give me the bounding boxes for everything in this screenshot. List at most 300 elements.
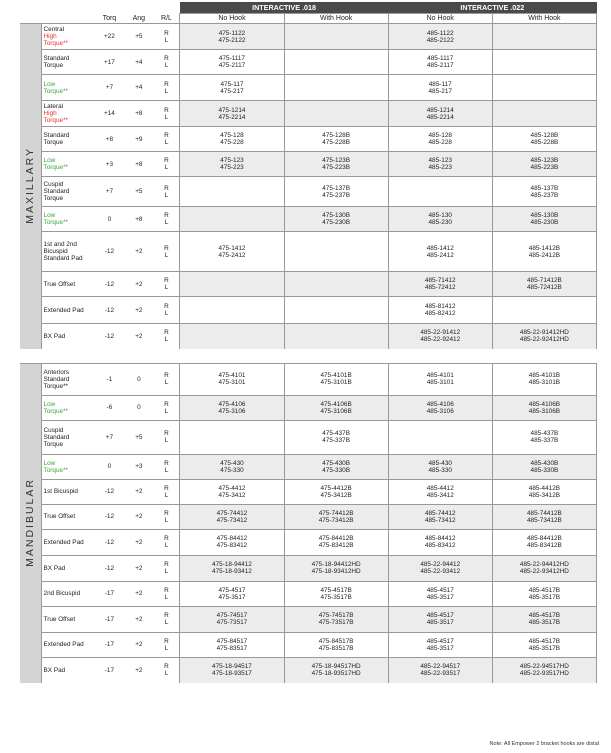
part-number: 485-123 (428, 157, 452, 164)
tooth-type-cell (41, 127, 95, 152)
angulation-value: +2 (124, 504, 153, 529)
torque-value: -12 (95, 504, 124, 529)
side-rl-value: L (164, 644, 169, 652)
part-number-cell (492, 101, 596, 127)
torque-value: +22 (95, 24, 124, 50)
table-row (20, 207, 597, 232)
tooth-type-line: Standard (43, 132, 70, 139)
part-number: 475-73517B (318, 619, 354, 626)
side-rl-value: L (164, 542, 169, 549)
tooth-type-cell (41, 232, 95, 272)
part-number-cell (492, 207, 596, 232)
part-number: 475-228 (220, 139, 244, 146)
tooth-type-line: Extended Pad (43, 306, 84, 314)
part-number-cell (492, 454, 596, 479)
part-number-cell (492, 50, 596, 75)
part-number: 485-437B (530, 430, 559, 437)
tooth-type-cell (41, 555, 95, 581)
col-header-022-with-hook: With Hook (492, 14, 596, 24)
part-number-cell (180, 395, 284, 420)
part-number: 475-3517 (218, 593, 246, 601)
part-number: 475-123B (322, 157, 350, 164)
part-number: 475-74517B (318, 612, 354, 619)
tooth-type-line: Standard Pad (43, 255, 83, 262)
angulation-value: +3 (124, 454, 153, 479)
part-number: 475-83517 (216, 644, 248, 652)
tooth-type-line: Torque** (43, 117, 69, 124)
side-rl-cell (154, 657, 180, 683)
part-number: 475-74412B (318, 509, 354, 517)
part-number: 475-123 (220, 157, 244, 164)
side-rl-value: R (164, 400, 169, 408)
part-number: 475-437B (322, 430, 350, 437)
part-number-cell (388, 272, 492, 297)
part-number-cell (180, 152, 284, 177)
tooth-type-cell (41, 207, 95, 232)
tooth-type-line: Low (43, 459, 56, 467)
part-number: 485-3106 (426, 407, 454, 415)
part-number: 475-74517 (216, 612, 248, 619)
table-row (20, 363, 597, 395)
part-number-cell (284, 581, 388, 606)
side-rl-value: R (164, 329, 169, 337)
part-number: 485-73412 (424, 516, 456, 524)
side-rl-value: R (164, 430, 169, 437)
part-number-cell (388, 395, 492, 420)
part-number: 485-3412 (426, 491, 454, 499)
side-rl-value: L (164, 407, 169, 415)
angulation-value: +2 (124, 297, 153, 324)
side-rl-value: L (164, 139, 169, 146)
torque-value: -6 (95, 395, 124, 420)
side-rl-cell (154, 24, 180, 50)
tooth-type-cell (41, 479, 95, 504)
part-number: 485-430B (530, 459, 559, 467)
tooth-type-cell (41, 324, 95, 349)
side-rl-value: R (164, 535, 169, 542)
side-rl-value: R (164, 55, 169, 62)
side-rl-cell (154, 363, 180, 395)
tooth-type-line: Torque (43, 440, 64, 448)
torque-value: -12 (95, 297, 124, 324)
part-number: 485-117 (428, 80, 452, 88)
part-number: 485-223B (530, 164, 559, 171)
part-number-cell (284, 24, 388, 50)
side-rl-cell (154, 177, 180, 207)
tooth-type-line: Torque** (43, 407, 69, 415)
table-row (20, 24, 597, 50)
part-number-cell (180, 324, 284, 349)
side-rl-value: R (164, 29, 169, 37)
part-number: 485-128B (530, 132, 559, 139)
part-number: 475-18-94412HD (311, 561, 361, 568)
part-number: 485-3106B (528, 407, 561, 415)
part-number: 475-4106 (218, 400, 246, 408)
tooth-type-cell (41, 504, 95, 529)
angulation-value: +5 (124, 24, 153, 50)
part-number: 485-4517B (528, 586, 561, 594)
part-number-cell (388, 127, 492, 152)
side-rl-value: R (164, 372, 169, 379)
angulation-value: +9 (124, 127, 153, 152)
part-number: 485-4517 (426, 637, 454, 645)
part-number-cell (388, 152, 492, 177)
side-rl-value: L (164, 437, 169, 444)
part-number-cell (388, 657, 492, 683)
part-number: 485-73412B (526, 516, 562, 524)
tooth-type-cell (41, 50, 95, 75)
part-number-cell (180, 297, 284, 324)
side-rl-value: R (164, 663, 169, 671)
tooth-type-cell (41, 177, 95, 207)
part-number: 475-3106 (218, 407, 246, 415)
tooth-type-line: BX Pad (43, 564, 66, 572)
part-number-cell (180, 207, 284, 232)
group-header-022: INTERACTIVE .022 (388, 2, 596, 14)
torque-value: +8 (95, 127, 124, 152)
part-number-cell (492, 479, 596, 504)
part-number: 485-74412 (424, 509, 456, 517)
col-header-rl: R/L (161, 14, 172, 22)
torque-value: +3 (95, 152, 124, 177)
tooth-type-line: Standard (43, 188, 70, 195)
tooth-type-line: Central (43, 26, 65, 33)
angulation-value: +8 (124, 152, 153, 177)
part-number-cell (284, 606, 388, 632)
part-number: 475-230B (322, 219, 350, 226)
part-number: 485-22-94412HD (519, 561, 569, 568)
part-number-cell (388, 454, 492, 479)
torque-value: +7 (95, 177, 124, 207)
tooth-type-line: Torque** (43, 164, 69, 171)
part-number: 485-4101B (528, 372, 561, 379)
table-row (20, 529, 597, 555)
part-number-cell (388, 297, 492, 324)
part-number-cell (492, 127, 596, 152)
table-row (20, 101, 597, 127)
part-number-cell (180, 581, 284, 606)
part-number-cell (284, 177, 388, 207)
tooth-type-line: Torque (43, 195, 64, 202)
side-rl-cell (154, 127, 180, 152)
angulation-value: +2 (124, 272, 153, 297)
side-rl-value: R (164, 586, 169, 594)
part-number: 485-84412 (424, 535, 456, 542)
torque-value: +7 (95, 420, 124, 454)
angulation-value: +4 (124, 75, 153, 101)
part-number: 475-1412 (218, 244, 246, 252)
part-number: 475-3517B (320, 593, 352, 601)
side-rl-cell (154, 632, 180, 657)
tooth-type-line: Torque** (43, 466, 69, 474)
side-rl-value: L (164, 670, 169, 678)
tooth-type-cell (41, 395, 95, 420)
part-number-cell (388, 324, 492, 349)
angulation-value: 0 (124, 395, 153, 420)
torque-value: -12 (95, 529, 124, 555)
side-rl-cell (154, 324, 180, 349)
tooth-type-line: 1st and 2nd (43, 241, 77, 248)
table-row (20, 152, 597, 177)
part-number: 485-72412 (424, 284, 456, 291)
torque-value: -17 (95, 606, 124, 632)
angulation-value: +2 (124, 324, 153, 349)
torque-value: -1 (95, 363, 124, 395)
part-number: 485-223 (428, 164, 452, 171)
part-number-cell (284, 232, 388, 272)
torque-value: -12 (95, 324, 124, 349)
part-number: 485-128 (428, 132, 452, 139)
part-number-cell (180, 555, 284, 581)
table-row (20, 632, 597, 657)
part-number-cell (492, 75, 596, 101)
part-number: 485-22-94517HD (519, 663, 569, 671)
part-number-cell (284, 504, 388, 529)
part-number: 475-18-94412 (212, 561, 252, 568)
tooth-type-line: Extended Pad (43, 641, 84, 648)
part-number: 475-137B (322, 184, 350, 192)
part-number: 485-228 (428, 139, 452, 146)
part-number-cell (492, 232, 596, 272)
part-number-cell (388, 555, 492, 581)
table-row (20, 297, 597, 324)
side-rl-value: L (164, 191, 169, 199)
tooth-type-line: Low (43, 212, 56, 219)
side-rl-cell (154, 581, 180, 606)
part-number-cell (492, 152, 596, 177)
part-number: 475-73517 (216, 619, 248, 626)
part-number: 485-4412B (528, 484, 561, 492)
side-rl-value: L (164, 516, 169, 524)
part-number: 485-2412 (426, 251, 454, 259)
part-number: 475-430B (322, 459, 350, 467)
part-number-cell (284, 632, 388, 657)
part-number-cell (180, 454, 284, 479)
footnote: Note: All Empower 2 bracket hooks are distal (489, 741, 599, 747)
part-number-cell (284, 101, 388, 127)
angulation-value: +5 (124, 420, 153, 454)
part-number: 475-4517B (320, 586, 352, 594)
part-number-cell (388, 207, 492, 232)
part-number: 475-18-93517HD (311, 670, 361, 678)
tooth-type-line: Cuspid (43, 426, 64, 434)
part-number: 485-4106B (528, 400, 561, 408)
part-number: 485-1412B (528, 244, 561, 252)
tooth-type-cell (41, 75, 95, 101)
tooth-type-line: Anteriors (43, 368, 70, 376)
side-rl-value: R (164, 459, 169, 467)
part-number: 475-84517B (318, 637, 354, 645)
side-rl-value: R (164, 157, 169, 164)
side-rl-value: L (164, 284, 169, 291)
table-row (20, 504, 597, 529)
side-rl-value: R (164, 637, 169, 645)
part-number: 485-22-92412HD (519, 336, 569, 344)
side-rl-value: L (164, 336, 169, 344)
part-number: 475-337B (322, 437, 350, 444)
angulation-value: +2 (124, 479, 153, 504)
part-number-cell (492, 529, 596, 555)
tooth-type-cell (41, 420, 95, 454)
torque-value: -12 (95, 555, 124, 581)
tooth-type-cell (41, 24, 95, 50)
part-number: 475-2412 (218, 251, 246, 259)
tooth-type-line: Low (43, 400, 56, 408)
part-number-cell (284, 152, 388, 177)
side-rl-value: L (164, 113, 169, 121)
side-rl-value: L (164, 568, 169, 575)
table-row (20, 272, 597, 297)
side-rl-value: R (164, 303, 169, 310)
part-number: 475-84517 (216, 637, 248, 645)
torque-value: -17 (95, 581, 124, 606)
angulation-value: +2 (124, 581, 153, 606)
table-row (20, 75, 597, 101)
side-rl-cell (154, 420, 180, 454)
col-header-018-with-hook: With Hook (284, 14, 388, 24)
part-number-cell (180, 529, 284, 555)
angulation-value: +2 (124, 632, 153, 657)
part-number-cell (180, 420, 284, 454)
tooth-type-line: Torque** (43, 219, 69, 226)
tooth-type-line: Torque** (43, 87, 69, 95)
part-number: 475-117 (220, 80, 244, 88)
tooth-type-line: Torque** (43, 382, 69, 390)
spacer-cell (20, 349, 597, 364)
side-rl-value: L (164, 62, 169, 69)
part-number: 475-4412B (320, 484, 352, 492)
part-number-cell (492, 395, 596, 420)
part-number-cell (284, 454, 388, 479)
part-number: 485-22-93517HD (519, 670, 569, 678)
part-number: 475-2122 (218, 36, 246, 44)
part-number: 485-2412B (528, 251, 561, 259)
part-number: 475-330 (220, 466, 244, 474)
part-number-cell (180, 479, 284, 504)
side-rl-cell (154, 232, 180, 272)
part-number: 475-223B (322, 164, 350, 171)
section-label-cell (20, 24, 41, 349)
torque-value: +7 (95, 75, 124, 101)
torque-value: -17 (95, 657, 124, 683)
table-row (20, 395, 597, 420)
side-rl-cell (154, 504, 180, 529)
part-number: 485-3517 (426, 619, 454, 626)
tooth-type-cell (41, 454, 95, 479)
part-number: 485-123B (530, 157, 559, 164)
part-number-cell (180, 75, 284, 101)
tooth-type-line: 2nd Bicuspid (43, 590, 81, 597)
part-number: 485-3412B (528, 491, 561, 499)
part-number: 475-430 (220, 459, 244, 467)
side-rl-value: L (164, 379, 169, 386)
part-number: 485-4412 (426, 484, 454, 492)
side-rl-cell (154, 75, 180, 101)
part-number: 485-3517 (426, 593, 454, 601)
side-rl-cell (154, 272, 180, 297)
part-number: 485-3517B (528, 644, 561, 652)
part-number-cell (388, 632, 492, 657)
part-number-cell (180, 101, 284, 127)
part-number-cell (284, 555, 388, 581)
tooth-type-line: Cuspid (43, 181, 64, 188)
part-number: 475-4412 (218, 484, 246, 492)
part-number: 485-2122 (426, 36, 454, 44)
part-number-cell (492, 657, 596, 683)
table-row (20, 581, 597, 606)
part-number-cell (492, 297, 596, 324)
side-rl-value: R (164, 184, 169, 192)
part-number: 475-128 (220, 132, 244, 139)
part-number: 485-130 (428, 212, 452, 219)
tooth-type-line: Standard (43, 55, 70, 62)
torque-value: -12 (95, 232, 124, 272)
tooth-type-line: Low (43, 80, 56, 88)
tooth-type-line: Low (43, 157, 56, 164)
part-number: 485-1214 (426, 106, 454, 114)
part-number-cell (388, 479, 492, 504)
tooth-type-cell (41, 581, 95, 606)
part-number: 475-3412 (218, 491, 246, 499)
tooth-type-cell (41, 606, 95, 632)
part-number-cell (284, 75, 388, 101)
tooth-type-cell (41, 529, 95, 555)
side-rl-value: R (164, 80, 169, 88)
part-number-cell (388, 232, 492, 272)
part-number-cell (284, 297, 388, 324)
part-number-cell (388, 363, 492, 395)
col-header-torq: Torq (102, 14, 117, 22)
part-number: 475-4106B (320, 400, 352, 408)
tooth-type-line: High (43, 110, 57, 117)
side-rl-cell (154, 606, 180, 632)
col-header-ang: Ang (132, 14, 146, 22)
section-label: MANDIBULAR (23, 477, 36, 567)
side-rl-value: L (164, 164, 169, 171)
part-number: 485-330 (428, 466, 452, 474)
tooth-type-line: True Offset (43, 615, 76, 623)
tooth-type-line: BX Pad (43, 666, 66, 674)
part-number-cell (492, 581, 596, 606)
angulation-value: +8 (124, 207, 153, 232)
part-number: 485-4517 (426, 612, 454, 619)
part-number: 475-84412B (318, 535, 354, 542)
tooth-type-line: 1st Bicuspid (43, 488, 78, 495)
part-number: 485-3101 (426, 379, 454, 386)
part-number-cell (284, 420, 388, 454)
side-rl-value: L (164, 219, 169, 226)
tooth-type-line: Torque (43, 62, 64, 69)
part-number: 485-1412 (426, 244, 454, 252)
tooth-type-cell (41, 297, 95, 324)
part-number-cell (492, 177, 596, 207)
torque-value: -17 (95, 632, 124, 657)
part-number: 475-1117 (218, 55, 245, 62)
part-number-cell (388, 420, 492, 454)
part-number: 485-82412 (424, 310, 456, 317)
part-number-cell (284, 272, 388, 297)
group-header-018: INTERACTIVE .018 (180, 2, 388, 14)
col-header-018-no-hook: No Hook (180, 14, 284, 24)
part-number: 485-74412B (526, 509, 562, 517)
part-number: 485-330B (530, 466, 559, 474)
part-number-cell (180, 24, 284, 50)
tooth-type-line: Standard (43, 375, 70, 383)
angulation-value: 0 (124, 363, 153, 395)
table-row (20, 606, 597, 632)
part-number: 485-2117 (426, 62, 454, 69)
part-number-cell (180, 657, 284, 683)
